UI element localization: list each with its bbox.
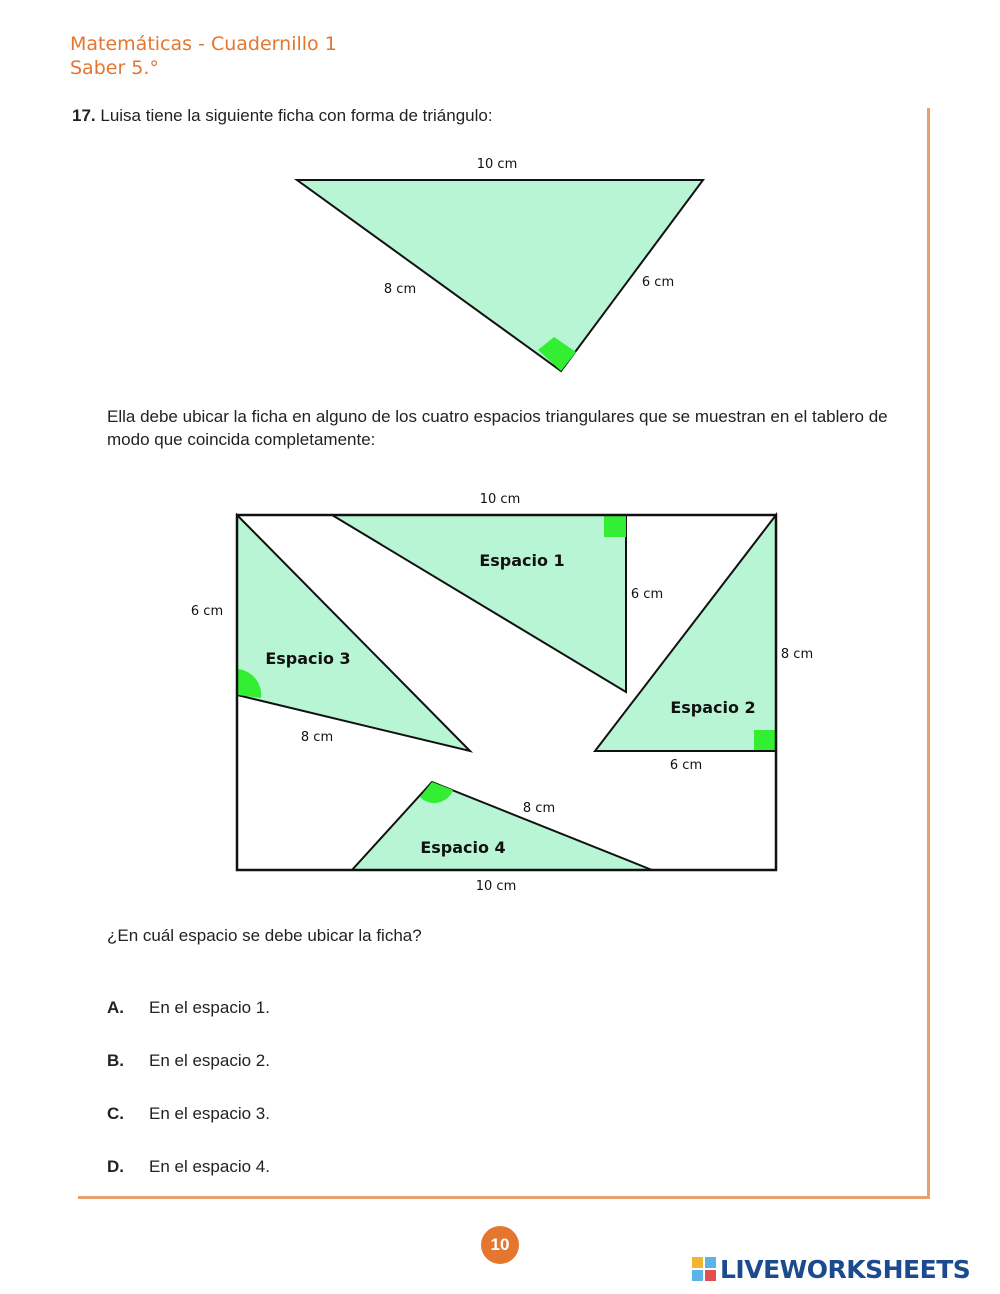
- board-figure: [180, 485, 830, 905]
- board-left-label: 6 cm: [190, 604, 224, 619]
- option-b-letter: B.: [107, 1051, 124, 1070]
- liveworksheets-logo-icon: [692, 1257, 716, 1281]
- liveworksheets-brand: [692, 1252, 970, 1286]
- question-intro: [72, 104, 493, 127]
- space-2-right-angle-mark: [754, 730, 775, 750]
- question-prompt: ¿En cuál espacio se debe ubicar la ficha?: [107, 926, 422, 945]
- piece-right-label: 6 cm: [641, 275, 675, 290]
- booklet-title: Matemáticas - Cuadernillo 1: [70, 33, 337, 55]
- brand-name: LIVEWORKSHEETS: [720, 1254, 971, 1284]
- board-bottom-label: 10 cm: [475, 879, 517, 894]
- option-a-letter: A.: [107, 998, 124, 1017]
- piece-left-label: 8 cm: [383, 282, 417, 297]
- option-d-letter: D.: [107, 1157, 124, 1176]
- question-intro-text: Luisa tiene la siguiente ficha con forma de triángulo:: [100, 106, 493, 125]
- space-1-side-label: 6 cm: [630, 587, 664, 602]
- space-2-label: Espacio 2: [670, 698, 756, 717]
- space-3-label: Espacio 3: [265, 649, 351, 668]
- space-4-side-label: 8 cm: [522, 801, 556, 816]
- instructions-line-1: Ella debe ubicar la ficha en alguno de los cuatro espacios triangulares que se muestran en el tablero de: [107, 407, 888, 426]
- frame-border-right: [927, 108, 930, 1198]
- question-number: 17.: [72, 106, 96, 125]
- page-number-badge: 10: [481, 1226, 519, 1264]
- piece-top-label: 10 cm: [476, 157, 518, 172]
- option-a-text[interactable]: En el espacio 1.: [149, 998, 270, 1017]
- option-d-text[interactable]: En el espacio 4.: [149, 1157, 270, 1176]
- board-right-label: 8 cm: [780, 647, 814, 662]
- option-b-text[interactable]: En el espacio 2.: [149, 1051, 270, 1070]
- space-1-label: Espacio 1: [479, 551, 565, 570]
- space-3-side-label: 8 cm: [300, 730, 334, 745]
- option-c-letter: C.: [107, 1104, 124, 1123]
- board-top-label: 10 cm: [479, 492, 521, 507]
- space-1-right-angle-mark: [604, 516, 626, 537]
- frame-border-bottom: [78, 1196, 930, 1199]
- space-2-bottom-label: 6 cm: [669, 758, 703, 773]
- grade-label: Saber 5.°: [70, 57, 159, 79]
- instructions-line-2: modo que coincida completamente:: [107, 430, 376, 449]
- piece-triangle-figure: [280, 150, 730, 380]
- option-c-text[interactable]: En el espacio 3.: [149, 1104, 270, 1123]
- space-4-label: Espacio 4: [420, 838, 506, 857]
